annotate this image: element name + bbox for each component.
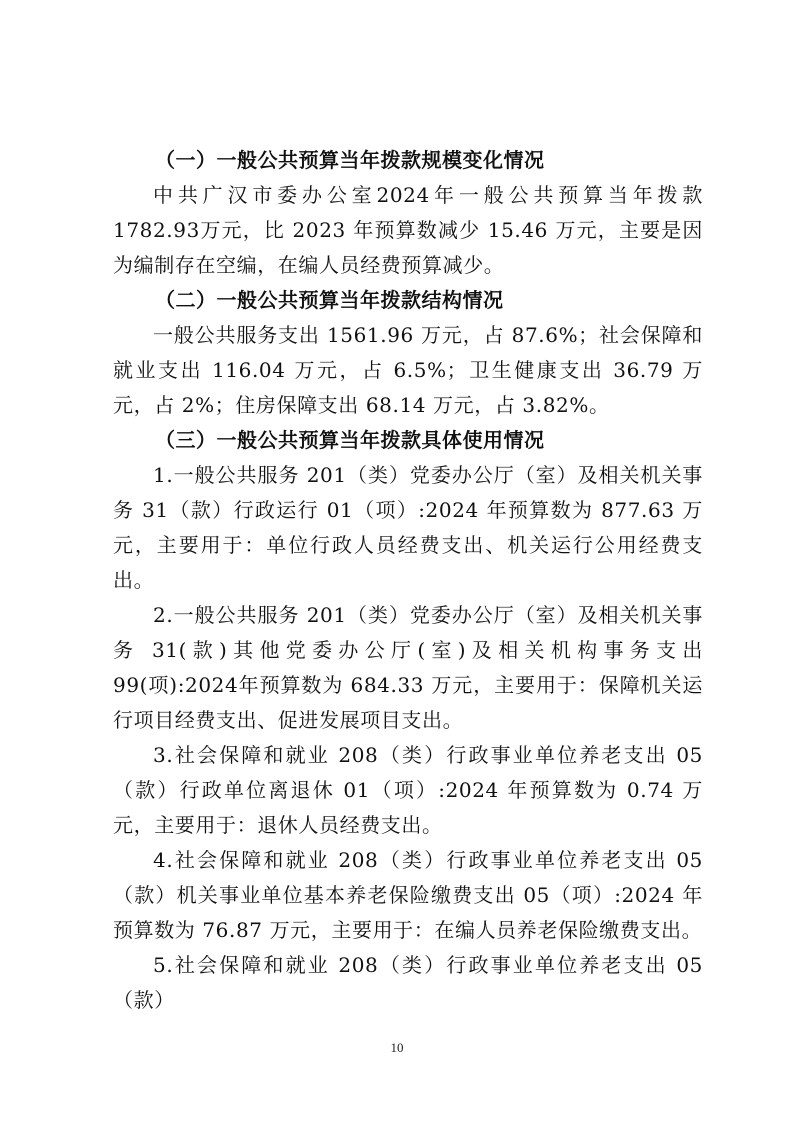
section-3-item-2: 2.一般公共服务 201（类）党委办公厅（室）及相关机关事务 31(款)其他党委办公厅(室)及相关机构事务支出 99(项):2024年预算数为 684.33 万元，主要用于：保障机关运行项目经费支出、促进发展项目支出。: [113, 603, 703, 732]
section-3-item-3: 3.社会保障和就业 208（类）行政事业单位养老支出 05（款）行政单位离退休 01（项）:2024 年预算数为 0.74 万元，主要用于：退休人员经费支出。: [113, 743, 703, 837]
section-2-paragraph-1: 一般公共服务支出 1561.96 万元，占 87.6%；社会保障和就业支出 116.04 万元，占 6.5%；卫生健康支出 36.79 万元，占 2%；住房保障支出 68.14 万元，占 3.82%。: [113, 323, 703, 417]
section-3-item-1: 1.一般公共服务 201（类）党委办公厅（室）及相关机关事务 31（款）行政运行 01（项）:2024 年预算数为 877.63 万元，主要用于：单位行政人员经费支出、机关运行公用经费支出。: [113, 463, 703, 592]
section-heading-2: （二）一般公共预算当年拨款结构情况: [155, 288, 504, 312]
section-heading-1: （一）一般公共预算当年拨款规模变化情况: [155, 148, 545, 172]
page-number: 10: [390, 1040, 404, 1055]
section-1-paragraph-1: 中共广汉市委办公室2024年一般公共预算当年拨款1782.93万元，比 2023 年预算数减少 15.46 万元，主要是因为编制存在空编，在编人员经费预算减少。: [113, 183, 703, 277]
section-3-item-5: 5.社会保障和就业 208（类）行政事业单位养老支出 05（款）: [113, 953, 703, 1012]
document-body: [113, 143, 703, 1018]
section-3-item-4: 4.社会保障和就业 208（类）行政事业单位养老支出 05（款）机关事业单位基本养老保险缴费支出 05（项）:2024 年预算数为 76.87 万元，主要用于：在编人员养老保险缴费支出。: [113, 848, 703, 942]
section-heading-3: （三）一般公共预算当年拨款具体使用情况: [155, 428, 545, 452]
